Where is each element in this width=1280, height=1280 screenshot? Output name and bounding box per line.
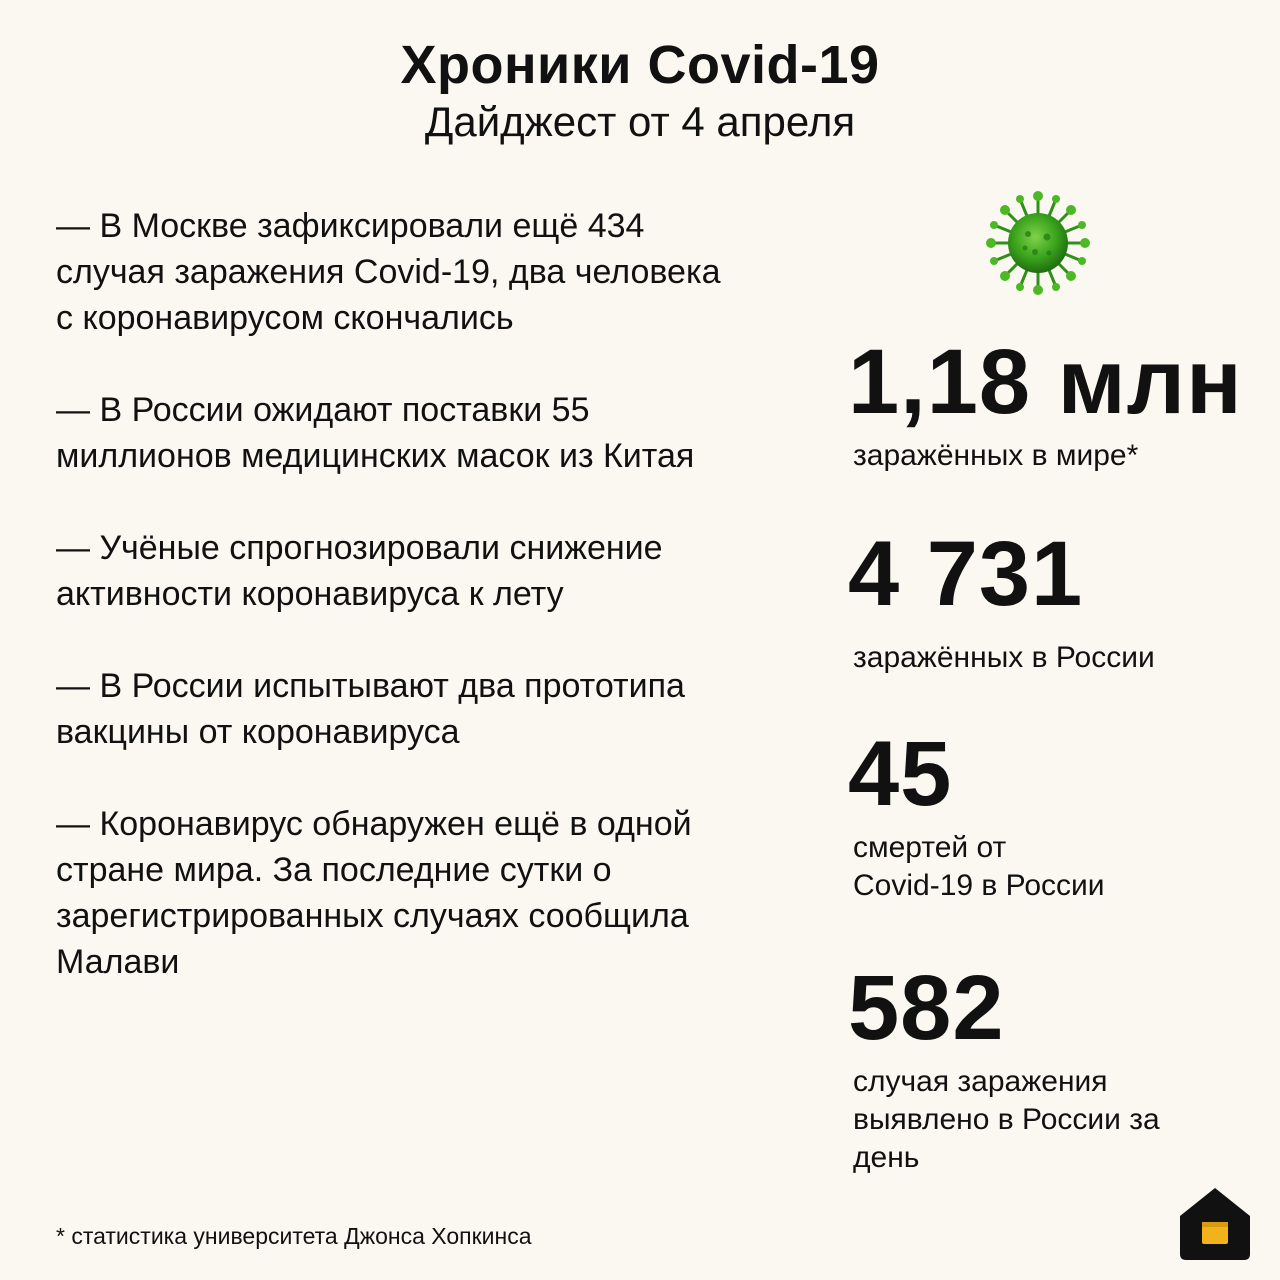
news-item-forecast: — Учёные спрогнозировали снижение активности коронавируса к лету bbox=[56, 529, 663, 613]
page-title: Хроники Covid-19 bbox=[400, 35, 880, 95]
news-item-malawi: — Коронавирус обнаружен ещё в одной стране мира. За последние сутки о зарегистрированных случаях сообщила Малави bbox=[56, 805, 692, 981]
stat-world-cases-value: 1,18 млн bbox=[848, 331, 1243, 433]
virus-icon bbox=[985, 190, 1091, 296]
news-item-vaccine: — В России испытывают два прототипа вакцины от коронавируса bbox=[56, 667, 685, 751]
house-logo-icon bbox=[1178, 1186, 1252, 1262]
news-item-moscow-cases: — В Москве зафиксировали ещё 434 случая заражения Covid-19, два человека с коронавирусом скончались bbox=[56, 207, 721, 337]
stat-russia-deaths-value: 45 bbox=[848, 723, 953, 825]
page-subtitle: Дайджест от 4 апреля bbox=[424, 98, 856, 145]
stat-russia-deaths-label: смертей от Covid-19 в России bbox=[853, 831, 1105, 902]
stat-russia-cases-value: 4 731 bbox=[848, 523, 1084, 625]
footnote: * статистика университета Джонса Хопкинса bbox=[56, 1223, 532, 1249]
stat-russia-cases-label: заражённых в России bbox=[853, 641, 1155, 674]
news-item-masks: — В России ожидают поставки 55 миллионов медицинских масок из Китая bbox=[56, 391, 695, 475]
stat-daily-cases-label: случая заражения выявлено в России за день bbox=[853, 1065, 1160, 1174]
stat-world-cases-label: заражённых в мире* bbox=[853, 439, 1139, 472]
stat-daily-cases-value: 582 bbox=[848, 957, 1005, 1059]
